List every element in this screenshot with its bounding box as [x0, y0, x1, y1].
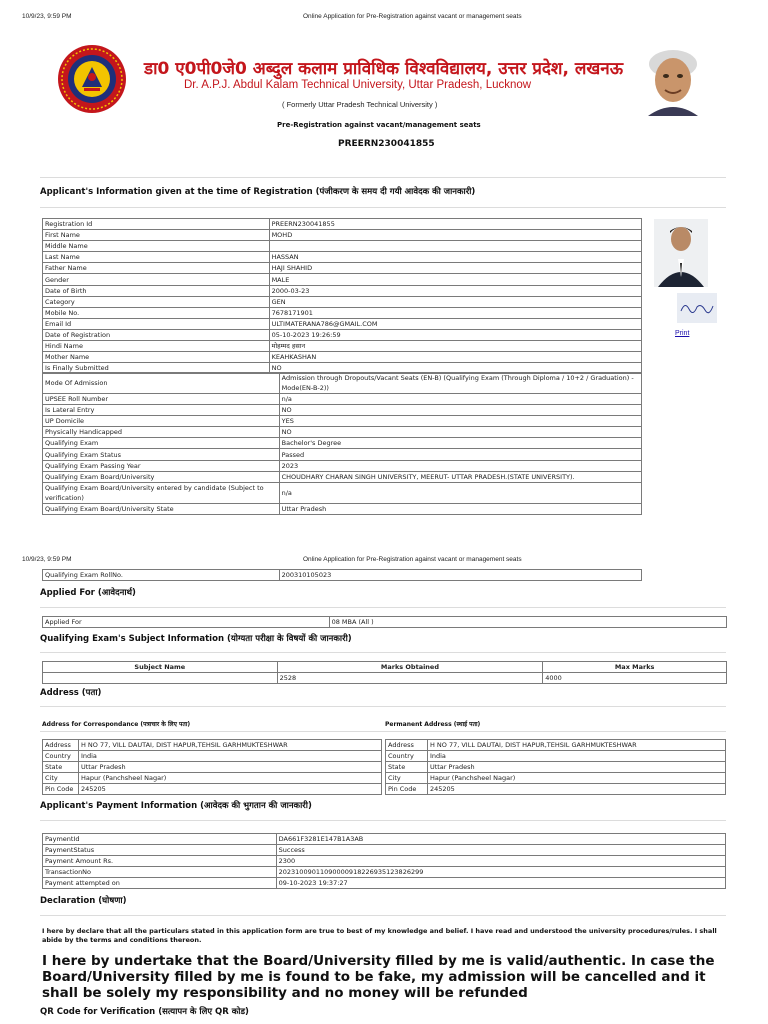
table-row — [43, 773, 382, 784]
row-value: NO — [269, 363, 641, 374]
table-row — [43, 405, 642, 416]
section-applied-for: Applied For (आवेदनार्थ) — [40, 588, 136, 598]
table-row — [43, 296, 642, 307]
table-row — [43, 427, 642, 438]
column-header: Subject Name — [43, 662, 278, 673]
row-value: 200310105023 — [279, 570, 641, 581]
row-value: n/a — [279, 482, 641, 503]
print-datetime-page2: 10/9/23, 9:59 PM — [22, 556, 72, 563]
row-label: Mobile No. — [43, 307, 270, 318]
table-row — [43, 230, 642, 241]
row-value: MALE — [269, 274, 641, 285]
table-row — [43, 471, 642, 482]
row-label: Qualifying Exam Board/University — [43, 471, 280, 482]
correspondence-address-heading: Address for Correspondance (पत्राचार के लिए पता) — [42, 721, 191, 728]
row-value: 2023 — [279, 460, 641, 471]
row-label: Address — [386, 740, 428, 751]
row-label: City — [43, 773, 79, 784]
correspondence-address-table — [42, 739, 382, 795]
row-value: CHOUDHARY CHARAN SINGH UNIVERSITY, MEERUT- UTTAR PRADESH.(STATE UNIVERSITY). — [279, 471, 641, 482]
section-declaration: Declaration (घोषणा) — [40, 896, 127, 906]
apj-kalam-portrait — [638, 40, 708, 116]
table-row — [43, 762, 382, 773]
table-row — [43, 570, 642, 581]
row-value: PREERN230041855 — [269, 219, 641, 230]
permanent-address-heading: Permanent Address (स्थाई पता) — [385, 721, 481, 728]
row-value: Success — [276, 845, 725, 856]
section-payment: Applicant's Payment Information (आवेदक की भुगतान की जानकारी) — [40, 801, 312, 811]
table-row — [386, 784, 726, 795]
row-value: मोहम्मद हसान — [269, 341, 641, 352]
row-label: Mode Of Admission — [43, 373, 280, 394]
table-row — [43, 416, 642, 427]
divider — [40, 652, 726, 653]
row-label: Date of Birth — [43, 285, 270, 296]
table-row — [43, 252, 642, 263]
payment-table — [42, 833, 726, 889]
row-label: Qualifying Exam Board/University entered by candidate (Subject to verification) — [43, 482, 280, 503]
divider — [40, 731, 726, 732]
section-qr-code: QR Code for Verification (सत्यापन के लिए QR कोड) — [40, 1007, 249, 1017]
applicant-photo — [654, 219, 708, 287]
divider — [40, 706, 726, 707]
row-value: 202310090110900009182269351238262​99 — [276, 867, 725, 878]
row-label: Qualifying Exam Passing Year — [43, 460, 280, 471]
formerly-note: ( Formerly Uttar Pradesh Technical University ) — [282, 100, 438, 109]
row-label: Pin Code — [43, 784, 79, 795]
row-label: UP Domicile — [43, 416, 280, 427]
table-row — [386, 762, 726, 773]
table-row — [386, 773, 726, 784]
roll-number-table — [42, 569, 642, 581]
subject-table — [42, 661, 727, 684]
row-label: PaymentId — [43, 834, 277, 845]
divider — [40, 915, 726, 916]
registration-number-heading: PREERN230041855 — [338, 139, 435, 149]
declaration-text: I here by declare that all the particulars stated in this application form are true to best of my knowledge and belief. I have read and understood the university procedures/rules. I shall abide by the terms and conditions thereon. — [42, 927, 717, 944]
row-value: HAJI SHAHID — [269, 263, 641, 274]
table-row — [43, 460, 642, 471]
table-row — [43, 341, 642, 352]
applicant-info-table — [42, 218, 642, 374]
table-row — [43, 241, 642, 252]
row-value: DA661F3281E147B1A3AB — [276, 834, 725, 845]
table-row — [43, 503, 642, 514]
divider — [40, 607, 726, 608]
row-label: State — [386, 762, 428, 773]
table-row — [386, 751, 726, 762]
row-value: NO — [279, 405, 641, 416]
row-label: Date of Registration — [43, 329, 270, 340]
row-value: MOHD — [269, 230, 641, 241]
table-row — [43, 263, 642, 274]
row-label: Qualifying Exam RollNo. — [43, 570, 280, 581]
section-address: Address (पता) — [40, 688, 102, 698]
row-value: 08 MBA (All ) — [329, 617, 726, 628]
row-value: 7678171901 — [269, 307, 641, 318]
row-label: First Name — [43, 230, 270, 241]
row-value: 05-10-2023 19:26:59 — [269, 329, 641, 340]
row-label: PaymentStatus — [43, 845, 277, 856]
row-value: H NO 77, VILL DAUTAI, DIST HAPUR,TEHSIL GARHMUKTESHWAR — [427, 740, 725, 751]
table-row — [43, 856, 726, 867]
row-label: UPSEE Roll Number — [43, 394, 280, 405]
table-row — [43, 751, 382, 762]
row-value: Hapur (Panchsheel Nagar) — [427, 773, 725, 784]
row-label: Hindi Name — [43, 341, 270, 352]
row-value: NO — [279, 427, 641, 438]
table-row — [43, 449, 642, 460]
university-name-hindi: डा0 ए0पी0जे0 अब्दुल कलाम प्राविधिक विश्वविद्यालय, उत्तर प्रदेश, लखनऊ — [144, 59, 624, 79]
section-subject-info: Qualifying Exam's Subject Information (योग्यता परीक्षा के विषयों की जानकारी) — [40, 634, 352, 644]
row-label: Is Finally Submitted — [43, 363, 270, 374]
row-label: Middle Name — [43, 241, 270, 252]
row-value: Passed — [279, 449, 641, 460]
divider — [40, 177, 726, 178]
page-subtitle: Pre-Registration against vacant/management seats — [277, 121, 481, 129]
table-row — [43, 219, 642, 230]
row-label: Country — [43, 751, 79, 762]
table-row — [43, 617, 727, 628]
row-value: Hapur (Panchsheel Nagar) — [78, 773, 381, 784]
admission-info-table — [42, 372, 642, 515]
row-label: Address — [43, 740, 79, 751]
row-value: Uttar Pradesh — [279, 503, 641, 514]
print-doc-title-page2: Online Application for Pre-Registration against vacant or management seats — [303, 556, 522, 563]
row-label: City — [386, 773, 428, 784]
row-label: Father Name — [43, 263, 270, 274]
applicant-signature — [677, 293, 717, 323]
table-row — [43, 373, 642, 394]
row-label: Country — [386, 751, 428, 762]
applied-for-table — [42, 616, 727, 628]
table-row — [43, 867, 726, 878]
permanent-address-table — [385, 739, 726, 795]
row-label: Applied For — [43, 617, 330, 628]
row-label: Qualifying Exam Board/University State — [43, 503, 280, 514]
divider — [40, 820, 726, 821]
table-row — [386, 740, 726, 751]
row-label: Payment Amount Rs. — [43, 856, 277, 867]
table-row — [43, 274, 642, 285]
row-value: India — [427, 751, 725, 762]
table-row — [43, 394, 642, 405]
row-value: Uttar Pradesh — [427, 762, 725, 773]
row-value: n/a — [279, 394, 641, 405]
row-value: Admission through Dropouts/Vacant Seats (EN-B) (Qualifying Exam (Through Diploma / 10+2 / Graduation) -Mode(EN-B-2)) — [279, 373, 641, 394]
row-label: Pin Code — [386, 784, 428, 795]
table-row — [43, 329, 642, 340]
table-row — [43, 878, 726, 889]
row-label: Category — [43, 296, 270, 307]
row-value: KEAHKASHAN — [269, 352, 641, 363]
table-row — [43, 845, 726, 856]
row-label: State — [43, 762, 79, 773]
divider — [40, 207, 726, 208]
table-header-row — [43, 662, 727, 673]
row-label: Registration Id — [43, 219, 270, 230]
marks-obtained-cell: 2528 — [277, 673, 543, 684]
row-label: TransactionNo — [43, 867, 277, 878]
table-row — [43, 482, 642, 503]
row-label: Qualifying Exam — [43, 438, 280, 449]
table-row — [43, 307, 642, 318]
print-link[interactable]: Print — [675, 330, 690, 337]
row-value: GEN — [269, 296, 641, 307]
row-label: Physically Handicapped — [43, 427, 280, 438]
row-label: Mother Name — [43, 352, 270, 363]
column-header: Max Marks — [543, 662, 727, 673]
subject-name-cell — [43, 673, 278, 684]
row-value: H NO 77, VILL DAUTAI, DIST HAPUR,TEHSIL GARHMUKTESHWAR — [78, 740, 381, 751]
table-row — [43, 438, 642, 449]
row-value: 2300 — [276, 856, 725, 867]
row-value: Bachelor's Degree — [279, 438, 641, 449]
row-value: 245205 — [78, 784, 381, 795]
print-datetime: 10/9/23, 9:59 PM — [22, 13, 72, 20]
university-name-english: Dr. A.P.J. Abdul Kalam Technical University, Uttar Pradesh, Lucknow — [184, 79, 532, 91]
row-label: Is Lateral Entry — [43, 405, 280, 416]
row-value: India — [78, 751, 381, 762]
row-value: HASSAN — [269, 252, 641, 263]
table-row — [43, 285, 642, 296]
table-row — [43, 352, 642, 363]
print-doc-title: Online Application for Pre-Registration against vacant or management seats — [303, 13, 522, 20]
row-value: YES — [279, 416, 641, 427]
university-seal-icon — [56, 43, 128, 115]
section-applicant-info: Applicant's Information given at the time of Registration (पंजीकरण के समय दी गयी आवेदक की जानकारी) — [40, 187, 476, 197]
table-row — [43, 673, 727, 684]
column-header: Marks Obtained — [277, 662, 543, 673]
row-label: Qualifying Exam Status — [43, 449, 280, 460]
row-value: ULTIMATERANA786@GMAIL.COM — [269, 318, 641, 329]
table-row — [43, 784, 382, 795]
row-label: Gender — [43, 274, 270, 285]
row-value: 2000-03-23 — [269, 285, 641, 296]
row-value: 245205 — [427, 784, 725, 795]
row-label: Email Id — [43, 318, 270, 329]
table-row — [43, 740, 382, 751]
row-label: Payment attempted on — [43, 878, 277, 889]
row-value: 09-10-2023 19:37:27 — [276, 878, 725, 889]
table-row — [43, 318, 642, 329]
row-value: Uttar Pradesh — [78, 762, 381, 773]
undertaking-text: I here by undertake that the Board/University filled by me is valid/authentic. In case the Board/University filled by me is found to be fake, my admission will be cancelled and it shall be solely my responsibility and no money will be refunded — [42, 953, 715, 1001]
max-marks-cell: 4000 — [543, 673, 727, 684]
table-row — [43, 834, 726, 845]
row-value — [269, 241, 641, 252]
row-label: Last Name — [43, 252, 270, 263]
